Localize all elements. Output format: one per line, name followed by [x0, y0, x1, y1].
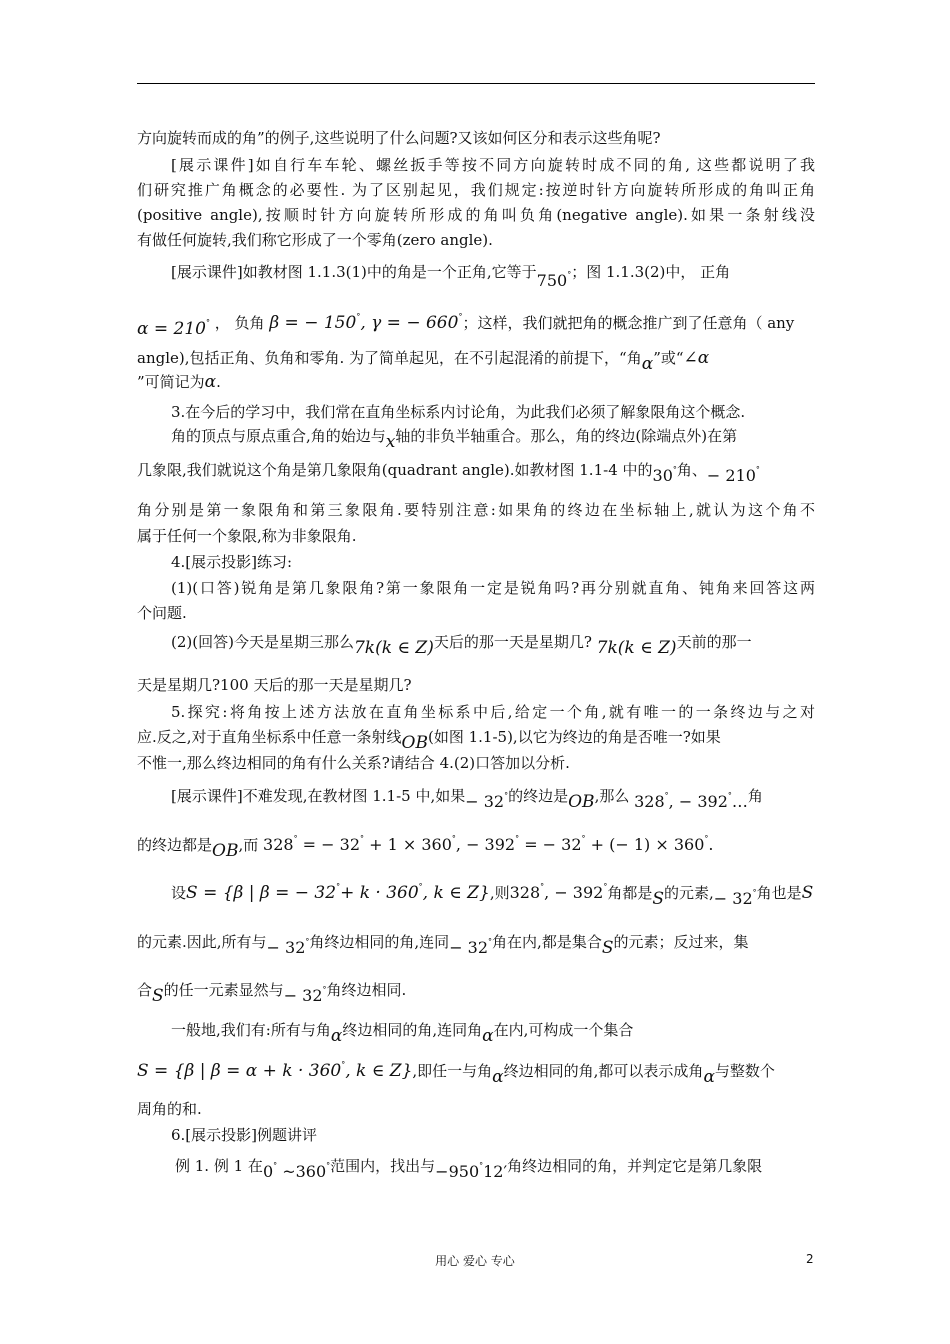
text-line: 的元素.因此,所有与− 32°角终边相同的角,连同− 32°角在内,都是集合S的元素；反过来，集: [137, 933, 749, 958]
text-line: 6.[展示投影]例题讲评: [171, 1126, 318, 1144]
math-x: x: [385, 432, 396, 452]
math-set-S: S = {β | β = − 32°+ k · 360°, k ∈ Z}: [186, 882, 490, 903]
math-neg32: − 32°: [266, 937, 310, 957]
text-line: 5.探究:将角按上述方法放在直角坐标系中后,给定一个角,就有唯一的一条终边与之对: [171, 703, 815, 721]
text-line: 角分别是第一象限角和第三象限角.要特别注意:如果角的终边在坐标轴上,就认为这个角不: [137, 501, 815, 519]
math-alpha: α: [204, 372, 217, 392]
math-angle-alpha: ∠α: [683, 348, 710, 368]
math-alpha: α: [482, 1026, 494, 1046]
header-rule: [137, 83, 815, 84]
text-line: 例 1. 例 1 在0° ~360°范围内，找出与−950°12′角终边相同的角，并判定它是第几象限: [175, 1157, 763, 1181]
text-line: (positive angle),按顺时针方向旋转所形成的角叫负角(negative angle).如果一条射线没: [137, 206, 815, 224]
text-line: ”可简记为α.: [137, 372, 221, 392]
math-OB: OB: [212, 841, 239, 861]
math-alpha: α: [492, 1067, 504, 1087]
text-line: 们研究推广角概念的必要性. 为了区别起见，我们规定:按逆时针方向旋转所形成的角叫正角: [137, 181, 815, 199]
math-alpha-210: α = 210°: [137, 318, 210, 339]
math-7k: 7k(k ∈ Z): [596, 638, 677, 658]
text-line: angle),包括正角、负角和零角. 为了简单起见，在不引起混淆的前提下，“角α”或“∠α: [137, 348, 710, 374]
math-S: S: [652, 889, 665, 909]
math-neg210: − 210°: [706, 465, 760, 485]
text-line: (2)(回答)今天是星期三那么7k(k ∈ Z)天后的那一天是星期几? 7k(k ∈ Z)天前的那一: [171, 633, 752, 658]
math-neg32: − 32°: [465, 791, 509, 811]
text-line: 的终边都是OB,而 328° = − 32° + 1 × 360°, − 392° = − 32° + (− 1) × 360°.: [137, 834, 714, 861]
text-line: [展示课件]不难发现,在教材图 1.1-5 中,如果− 32°的终边是OB,那么 328°, − 392°…角: [171, 787, 763, 812]
math-S: S: [801, 883, 814, 903]
text-line: 不惟一,那么终边相同的角有什么关系?请结合 4.(2)口答加以分析.: [137, 754, 570, 772]
math-neg32: − 32°: [449, 937, 493, 957]
math-OB: OB: [568, 792, 595, 812]
page-footer: 用心 爱心 专心: [435, 1254, 515, 1268]
text-line: α = 210° ， 负角 β = − 150°, γ = − 660°；这样，我们就把角的概念推广到了任意角（ any: [137, 312, 795, 339]
text-line: 周角的和.: [137, 1100, 202, 1118]
text-line: 设S = {β | β = − 32°+ k · 360°, k ∈ Z},则328°, − 392°角都是S的元素,− 32°角也是S: [171, 882, 814, 909]
text-line: [展示课件]如教材图 1.1.3(1)中的角是一个正角,它等于750°；图 1.1.3(2)中， 正角: [171, 263, 731, 290]
text-line: 个问题.: [137, 604, 187, 622]
text-line: 属于任何一个象限,称为非象限角.: [137, 527, 357, 545]
text-line: 一般地,我们有:所有与角α终边相同的角,连同角α在内,可构成一个集合: [171, 1021, 634, 1046]
math-range: 0° ~360°: [262, 1161, 331, 1181]
text-line: 几象限,我们就说这个角是第几象限角(quadrant angle).如教材图 1.1-4 中的30°角、− 210°: [137, 461, 760, 485]
text-line: 方向旋转而成的角”的例子,这些说明了什么问题?又该如何区分和表示这些角呢?: [137, 129, 661, 147]
text-line: 4.[展示投影]练习:: [171, 553, 293, 571]
text-line: [展示课件]如自行车车轮、螺丝扳手等按不同方向旋转时成不同的角, 这些都说明了我: [171, 156, 815, 174]
math-OB: OB: [401, 733, 428, 753]
math-neg32: − 32°: [713, 888, 757, 908]
math-7k: 7k(k ∈ Z): [353, 638, 434, 658]
math-beta-gamma: β = − 150°, γ = − 660°: [269, 312, 463, 333]
math-alpha: α: [703, 1067, 715, 1087]
math-S: S: [152, 986, 164, 1006]
text-line: 角的顶点与原点重合,角的始边与x轴的非负半轴重合。那么，角的终边(除端点外)在第: [171, 427, 738, 452]
math-neg950: −950°12′: [435, 1161, 508, 1181]
page-number: 2: [806, 1252, 814, 1266]
text-line: (1)(口答)锐角是第几象限角?第一象限角一定是锐角吗?再分别就直角、钝角来回答这两: [171, 579, 815, 597]
math-alpha: α: [641, 354, 654, 374]
text-line: 天是星期几?100 天后的那一天是星期几?: [137, 676, 412, 694]
math-equation-328: 328° = − 32° + 1 × 360°, − 392° = − 32° + (− 1) × 360°.: [263, 834, 714, 854]
math-750: 750°: [536, 270, 572, 290]
text-line: 合S的任一元素显然与− 32°角终边相同.: [137, 981, 407, 1006]
math-328-392: 328°, − 392°…: [634, 791, 748, 811]
text-line: 3.在今后的学习中，我们常在直角坐标系内讨论角，为此我们必须了解象限角这个概念.: [171, 403, 746, 421]
text-line: 应.反之,对于直角坐标系中任意一条射线OB(如图 1.1-5),以它为终边的角是否唯一?如果: [137, 728, 721, 753]
math-30: 30°: [652, 465, 677, 485]
math-S: S: [601, 938, 614, 958]
text-line: S = {β | β = α + k · 360°, k ∈ Z},即任一与角α终边相同的角,都可以表示成角α与整数个: [137, 1060, 775, 1087]
text-line: 有做任何旋转,我们称它形成了一个零角(zero angle).: [137, 231, 493, 249]
math-neg32: − 32°: [283, 985, 327, 1005]
math-set-S-general: S = {β | β = α + k · 360°, k ∈ Z}: [137, 1060, 413, 1081]
math-alpha: α: [330, 1026, 343, 1046]
math-328-392: 328°, − 392°: [509, 882, 608, 902]
